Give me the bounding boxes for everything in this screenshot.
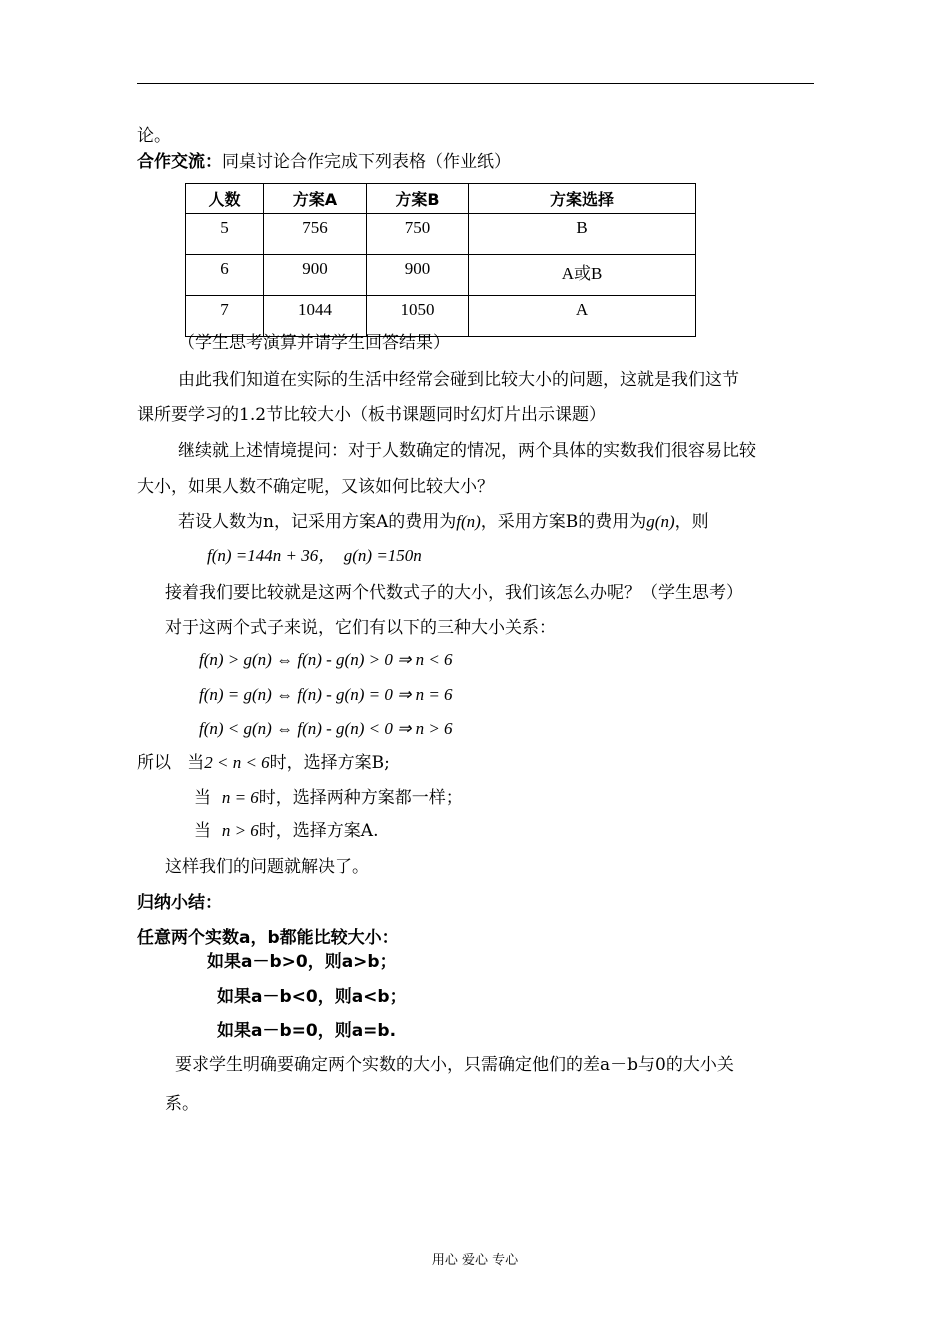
text-line: 要求学生明确要确定两个实数的大小，只需确定他们的差a－b与0的大小关 — [175, 1055, 734, 1075]
relation-line: f(n) = g(n) ⇔ f(n) - g(n) = 0 ⇒ n = 6 — [199, 685, 453, 704]
section-intro — [137, 151, 511, 173]
summary-rule: 如果a－b>0，则a>b； — [207, 952, 397, 972]
text-line: 大小，如果人数不确定呢，又该如何比较大小？ — [137, 477, 494, 497]
text-line: 由此我们知道在实际的生活中经常会碰到比较大小的问题，这就是我们这节 — [178, 370, 739, 390]
table-cell: 1044 — [264, 296, 367, 337]
math-fn: f(n) — [456, 512, 481, 531]
formula-f: f(n) =144n + 36， — [207, 546, 336, 565]
text-line: 系。 — [165, 1094, 199, 1114]
case-line — [194, 820, 378, 842]
relation-line: f(n) < g(n) ⇔ f(n) - g(n) < 0 ⇒ n > 6 — [199, 719, 453, 738]
table-cell: 7 — [186, 296, 264, 337]
header-rule — [137, 83, 814, 84]
text-line: 继续就上述情境提问：对于人数确定的情况，两个具体的实数我们很容易比较 — [178, 441, 756, 461]
header-cell: 方案A — [264, 184, 367, 214]
text-fragment: 时，选择两种方案都一样； — [258, 788, 463, 808]
section-heading: 合作交流： — [137, 152, 222, 172]
text-fragment: 当 — [194, 821, 211, 841]
text-fragment: 时，选择方案A. — [258, 821, 379, 841]
table-cell: 1050 — [367, 296, 469, 337]
math-condition: n = 6 — [221, 788, 259, 807]
table-cell: 900 — [264, 255, 367, 296]
text-fragment: ，则 — [674, 512, 709, 532]
case-line — [194, 787, 463, 809]
text-line: 对于这两个式子来说，它们有以下的三种大小关系： — [165, 618, 556, 638]
summary-rule: 如果a－b=0，则a=b. — [217, 1021, 397, 1041]
header-cell: 方案选择 — [469, 184, 696, 214]
relation-line: f(n) > g(n) ⇔ f(n) - g(n) > 0 ⇒ n < 6 — [199, 650, 453, 669]
summary-rule: 如果a－b<0，则a<b； — [217, 987, 407, 1007]
math-condition: 2 < n < 6 — [204, 753, 270, 772]
text-fragment: 当 — [187, 753, 205, 773]
page-footer: 用心 爱心 专心 — [431, 1253, 519, 1268]
text-fragment: 所以 — [137, 753, 171, 773]
summary-heading: 归纳小结： — [137, 893, 222, 913]
table-cell: 900 — [367, 255, 469, 296]
text-line: 论。 — [137, 126, 171, 146]
table-cell: B — [469, 214, 696, 255]
table-cell: A — [469, 296, 696, 337]
math-condition: n > 6 — [221, 821, 259, 840]
summary-statement: 任意两个实数a，b都能比较大小： — [137, 928, 399, 948]
section-text: 同桌讨论合作完成下列表格（作业纸） — [222, 152, 511, 172]
table-cell: 756 — [264, 214, 367, 255]
text-fragment: 当 — [194, 788, 211, 808]
text-line — [178, 511, 709, 533]
table-header-row — [186, 184, 696, 214]
header-cell: 人数 — [186, 184, 264, 214]
text-line: 这样我们的问题就解决了。 — [165, 857, 369, 877]
table-row — [186, 255, 696, 296]
formula-g: g(n) =150n — [343, 546, 422, 565]
table-cell: 6 — [186, 255, 264, 296]
formula-line — [207, 545, 422, 567]
text-line: 课所要学习的1.2节比较大小（板书课题同时幻灯片出示课题） — [137, 405, 607, 425]
case-line — [137, 752, 390, 774]
comparison-table — [185, 183, 696, 337]
text-line: （学生思考演算并请学生回答结果） — [178, 333, 450, 353]
table-row — [186, 296, 696, 337]
table-cell: 750 — [367, 214, 469, 255]
table-cell: 5 — [186, 214, 264, 255]
text-fragment: 若设人数为n，记采用方案A的费用为 — [178, 512, 457, 532]
text-fragment: 时，选择方案B; — [269, 753, 390, 773]
table-cell: A或B — [469, 255, 696, 296]
header-cell: 方案B — [367, 184, 469, 214]
math-fn: g(n) — [646, 512, 675, 531]
text-line: 接着我们要比较就是这两个代数式子的大小，我们该怎么办呢？（学生思考） — [165, 583, 743, 603]
text-fragment: ，采用方案B的费用为 — [480, 512, 647, 532]
table-row — [186, 214, 696, 255]
